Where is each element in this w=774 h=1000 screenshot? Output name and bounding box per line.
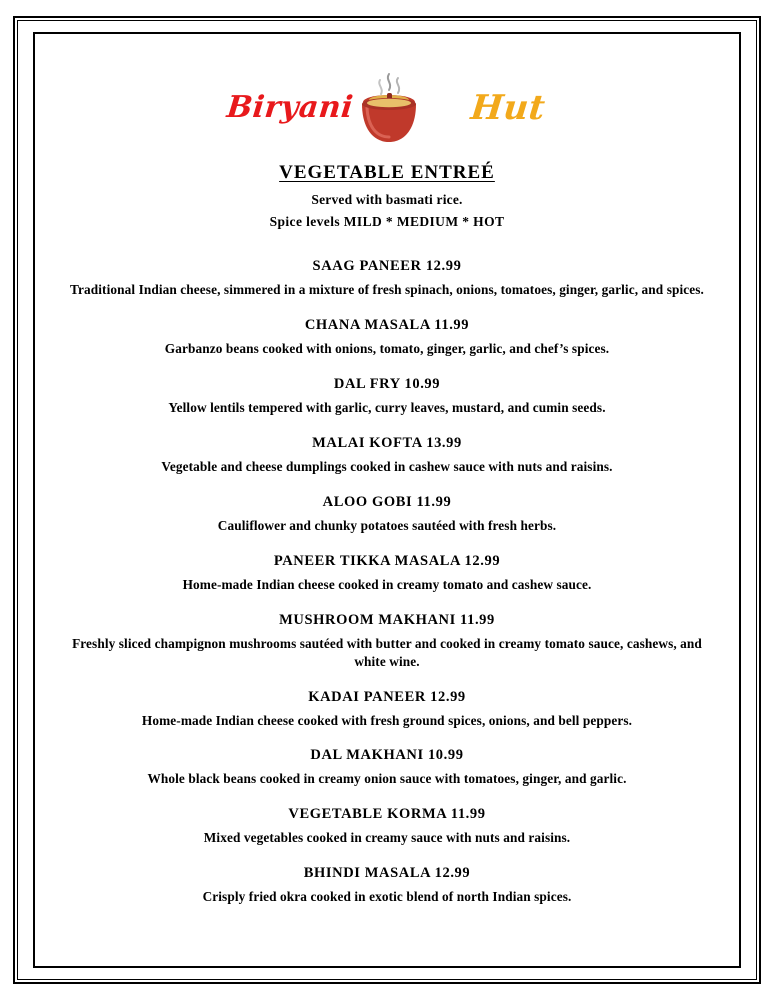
menu-item (62, 806, 712, 847)
menu-item-description: Mixed vegetables cooked in creamy sauce with nuts and raisins. (203, 830, 571, 846)
menu-item-description: Yellow lentils tempered with garlic, curry leaves, mustard, and cumin seeds. (168, 399, 606, 415)
menu-item (62, 258, 712, 299)
menu-item (62, 747, 712, 788)
menu-item (62, 865, 712, 906)
menu-item (62, 376, 712, 417)
menu-item-description: Home-made Indian cheese cooked with fresh ground spices, onions, and bell peppers. (141, 712, 633, 728)
menu-content (40, 40, 734, 960)
served-with-note: Served with basmati rice. (311, 192, 463, 207)
menu-item-description: Cauliflower and chunky potatoes sautéed with fresh herbs. (217, 517, 557, 533)
spice-levels-note: Spice levels MILD * MEDIUM * HOT (269, 214, 505, 229)
menu-item-description: Traditional Indian cheese, simmered in a mixture of fresh spinach, onions, tomatoes, ginger, garlic, and spices. (70, 282, 704, 297)
menu-item-description: Whole black beans cooked in creamy onion sauce with tomatoes, ginger, and garlic. (147, 771, 627, 787)
menu-item-description: Freshly sliced champignon mushrooms sautéed with butter and cooked in creamy tomato sauce, cashews, and white wine. (72, 635, 702, 669)
page-title: VEGETABLE ENTREÉ (279, 162, 495, 183)
logo-word-hut: Hut (468, 88, 548, 128)
menu-item-description: Vegetable and cheese dumplings cooked in cashew sauce with nuts and raisins. (161, 458, 613, 474)
menu-item-name: ALOO GOBI 11.99 (322, 493, 452, 510)
menu-item-name: KADAI PANEER 12.99 (308, 688, 466, 705)
menu-item-description: Crisply fried okra cooked in exotic blend of north Indian spices. (202, 889, 572, 905)
menu-item-description: Garbanzo beans cooked with onions, tomato, ginger, garlic, and chef’s spices. (164, 340, 610, 356)
logo-word-biryani: Biryani (225, 90, 355, 125)
menu-item (62, 494, 712, 535)
menu-item-name: SAAG PANEER 12.99 (312, 258, 462, 274)
menu-item-name: DAL MAKHANI 10.99 (310, 747, 464, 764)
menu-item (62, 435, 712, 476)
biryani-pot-icon (349, 72, 429, 148)
menu-item-name: CHANA MASALA 11.99 (304, 316, 470, 333)
restaurant-logo (227, 66, 547, 152)
menu-item-description: Home-made Indian cheese cooked in creamy tomato and cashew sauce. (182, 576, 592, 592)
menu-item-name: DAL FRY 10.99 (333, 375, 441, 392)
menu-item (62, 317, 712, 358)
menu-item (62, 689, 712, 730)
menu-item-name: MALAI KOFTA 13.99 (312, 434, 462, 451)
menu-item-name: BHINDI MASALA 12.99 (303, 865, 471, 882)
menu-item (62, 612, 712, 671)
menu-item-list (62, 258, 712, 906)
menu-item-name: PANEER TIKKA MASALA 12.99 (273, 552, 501, 569)
menu-item (62, 553, 712, 594)
menu-item-name: VEGETABLE KORMA 11.99 (288, 806, 486, 823)
menu-item-name: MUSHROOM MAKHANI 11.99 (279, 611, 495, 628)
